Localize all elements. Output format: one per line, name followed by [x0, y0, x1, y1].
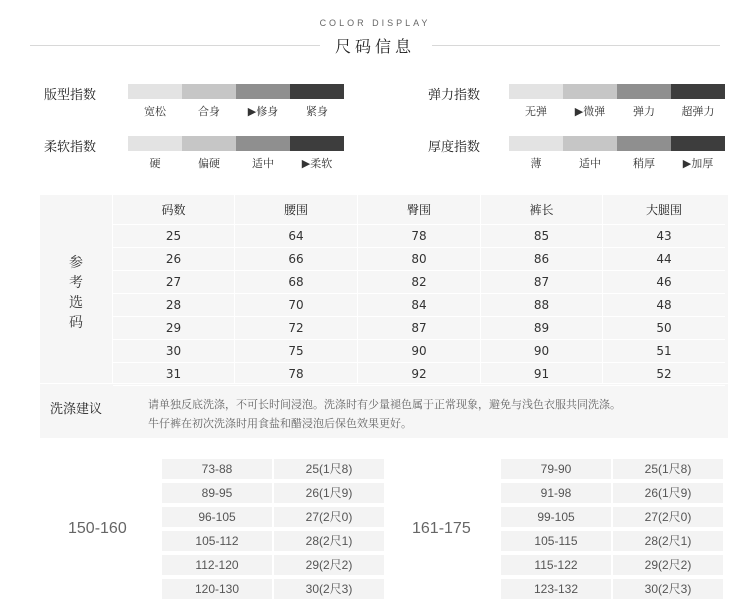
size-cell: 30(2尺3) [274, 579, 384, 599]
waist-range-cell: 112-120 [162, 555, 272, 575]
table-cell: 78 [411, 229, 427, 243]
height-range-left: 150-160 [68, 520, 127, 537]
table-cell: 72 [288, 321, 304, 335]
waist-range-cell: 91-98 [501, 483, 611, 503]
table-cell: 68 [288, 275, 304, 289]
index-segment [290, 84, 344, 99]
table-cell: 89 [533, 321, 550, 335]
index-segment [182, 136, 236, 151]
side-char: 码 [69, 315, 83, 331]
header-subtitle: COLOR DISPLAY [319, 18, 431, 28]
size-cell: 26(1尺9) [274, 483, 384, 503]
side-char: 参 [69, 255, 83, 271]
waist-range-cell: 105-112 [162, 531, 272, 551]
index-segment-label: ▶修身 [247, 105, 279, 118]
index-segment [509, 136, 563, 151]
index-segment-label: 无弹 [525, 105, 547, 118]
size-cell: 29(2尺2) [274, 555, 384, 575]
index-segment [671, 136, 725, 151]
table-cell: 82 [411, 275, 427, 289]
side-char: 选 [69, 295, 83, 311]
table-cell: 46 [656, 275, 672, 289]
table-cell: 75 [288, 344, 304, 358]
size-cell: 26(1尺9) [613, 483, 723, 503]
index-segment [563, 136, 617, 151]
table-cell: 31 [165, 367, 182, 381]
table-cell: 30 [165, 344, 182, 358]
table-header-cell: 腰围 [283, 203, 308, 217]
table-cell: 64 [288, 229, 304, 243]
index-segment [290, 136, 344, 151]
index-segment [128, 84, 182, 99]
index-segment [236, 84, 290, 99]
index-segment-label: ▶柔软 [301, 157, 333, 170]
table-cell: 29 [165, 321, 182, 335]
index-segment-label: 弹力 [633, 105, 655, 118]
table-cell: 27 [165, 275, 182, 289]
table-header-cell: 裤长 [529, 203, 554, 217]
waist-range-cell: 99-105 [501, 507, 611, 527]
waist-range-cell: 96-105 [162, 507, 272, 527]
index-segment [617, 136, 671, 151]
index-segment-label: 适中 [579, 157, 601, 170]
thick-index-label: 厚度指数 [428, 140, 481, 155]
table-cell: 70 [288, 298, 304, 312]
size-cell: 25(1尺8) [274, 459, 384, 479]
table-cell: 44 [656, 252, 672, 266]
soft-index-label: 柔软指数 [44, 140, 97, 155]
waist-range-cell: 115-122 [501, 555, 611, 575]
index-segment-label: 适中 [252, 157, 274, 170]
table-cell: 92 [411, 367, 427, 381]
index-segment [671, 84, 725, 99]
height-range-right: 161-175 [412, 520, 471, 537]
index-segment-label: 硬 [149, 157, 161, 170]
table-cell: 90 [411, 344, 427, 358]
table-header-cell: 码数 [161, 203, 186, 217]
size-cell: 28(2尺1) [274, 531, 384, 551]
table-cell: 91 [533, 367, 550, 381]
waist-range-cell: 120-130 [162, 579, 272, 599]
size-cell: 27(2尺0) [613, 507, 723, 527]
table-cell: 88 [533, 298, 550, 312]
index-segment [617, 84, 671, 99]
index-segment [182, 84, 236, 99]
size-cell: 30(2尺3) [613, 579, 723, 599]
waist-range-cell: 105-115 [501, 531, 611, 551]
index-segment [509, 84, 563, 99]
size-cell: 25(1尺8) [613, 459, 723, 479]
table-cell: 87 [411, 321, 427, 335]
table-cell: 85 [533, 229, 550, 243]
table-cell: 48 [656, 298, 672, 312]
waist-range-cell: 79-90 [501, 459, 611, 479]
table-cell: 26 [165, 252, 182, 266]
table-cell: 80 [411, 252, 427, 266]
index-segment-label: 偏硬 [198, 157, 220, 170]
index-segment-label: 宽松 [144, 105, 166, 118]
size-cell: 27(2尺0) [274, 507, 384, 527]
reference-side-label [40, 195, 112, 383]
index-segment-label: 稍厚 [633, 157, 655, 170]
waist-range-cell: 123-132 [501, 579, 611, 599]
waist-range-cell: 89-95 [162, 483, 272, 503]
table-cell: 25 [165, 229, 182, 243]
fit-index-label: 版型指数 [44, 88, 97, 103]
index-segment-label: 合身 [198, 105, 220, 118]
table-cell: 87 [533, 275, 550, 289]
table-cell: 78 [288, 367, 304, 381]
side-char: 考 [69, 275, 83, 291]
index-segment-label: ▶加厚 [682, 157, 714, 170]
table-cell: 84 [411, 298, 427, 312]
wash-text-line1: 请单独反底洗涤，不可长时间浸泡。洗涤时有少量褪色属于正常现象，避免与浅色衣服共同洗涤。 [148, 398, 621, 411]
table-header-cell: 臀围 [406, 203, 431, 217]
table-cell: 66 [288, 252, 304, 266]
table-header-cell: 大腿围 [645, 203, 682, 217]
wash-label: 洗涤建议 [49, 402, 102, 417]
size-cell: 28(2尺1) [613, 531, 723, 551]
table-cell: 43 [656, 229, 672, 243]
table-cell: 90 [533, 344, 550, 358]
table-cell: 51 [656, 344, 672, 358]
index-segment [563, 84, 617, 99]
index-segment [236, 136, 290, 151]
wash-divider [40, 383, 728, 384]
table-cell: 52 [656, 367, 672, 381]
wash-text-line2: 牛仔裤在初次洗涤时用食盐和醋浸泡后保色效果更好。 [148, 417, 412, 430]
index-segment-label: 薄 [530, 157, 542, 170]
waist-range-cell: 73-88 [162, 459, 272, 479]
table-cell: 50 [656, 321, 672, 335]
size-cell: 29(2尺2) [613, 555, 723, 575]
table-cell: 28 [165, 298, 182, 312]
elastic-index-label: 弹力指数 [428, 88, 481, 103]
index-segment-label: 超弹力 [681, 105, 715, 118]
row-divider [113, 385, 725, 386]
index-segment [128, 136, 182, 151]
index-segment-label: ▶微弹 [574, 105, 606, 118]
index-segment-label: 紧身 [306, 105, 328, 118]
page-title: 尺码信息 [334, 37, 415, 56]
table-cell: 86 [533, 252, 550, 266]
